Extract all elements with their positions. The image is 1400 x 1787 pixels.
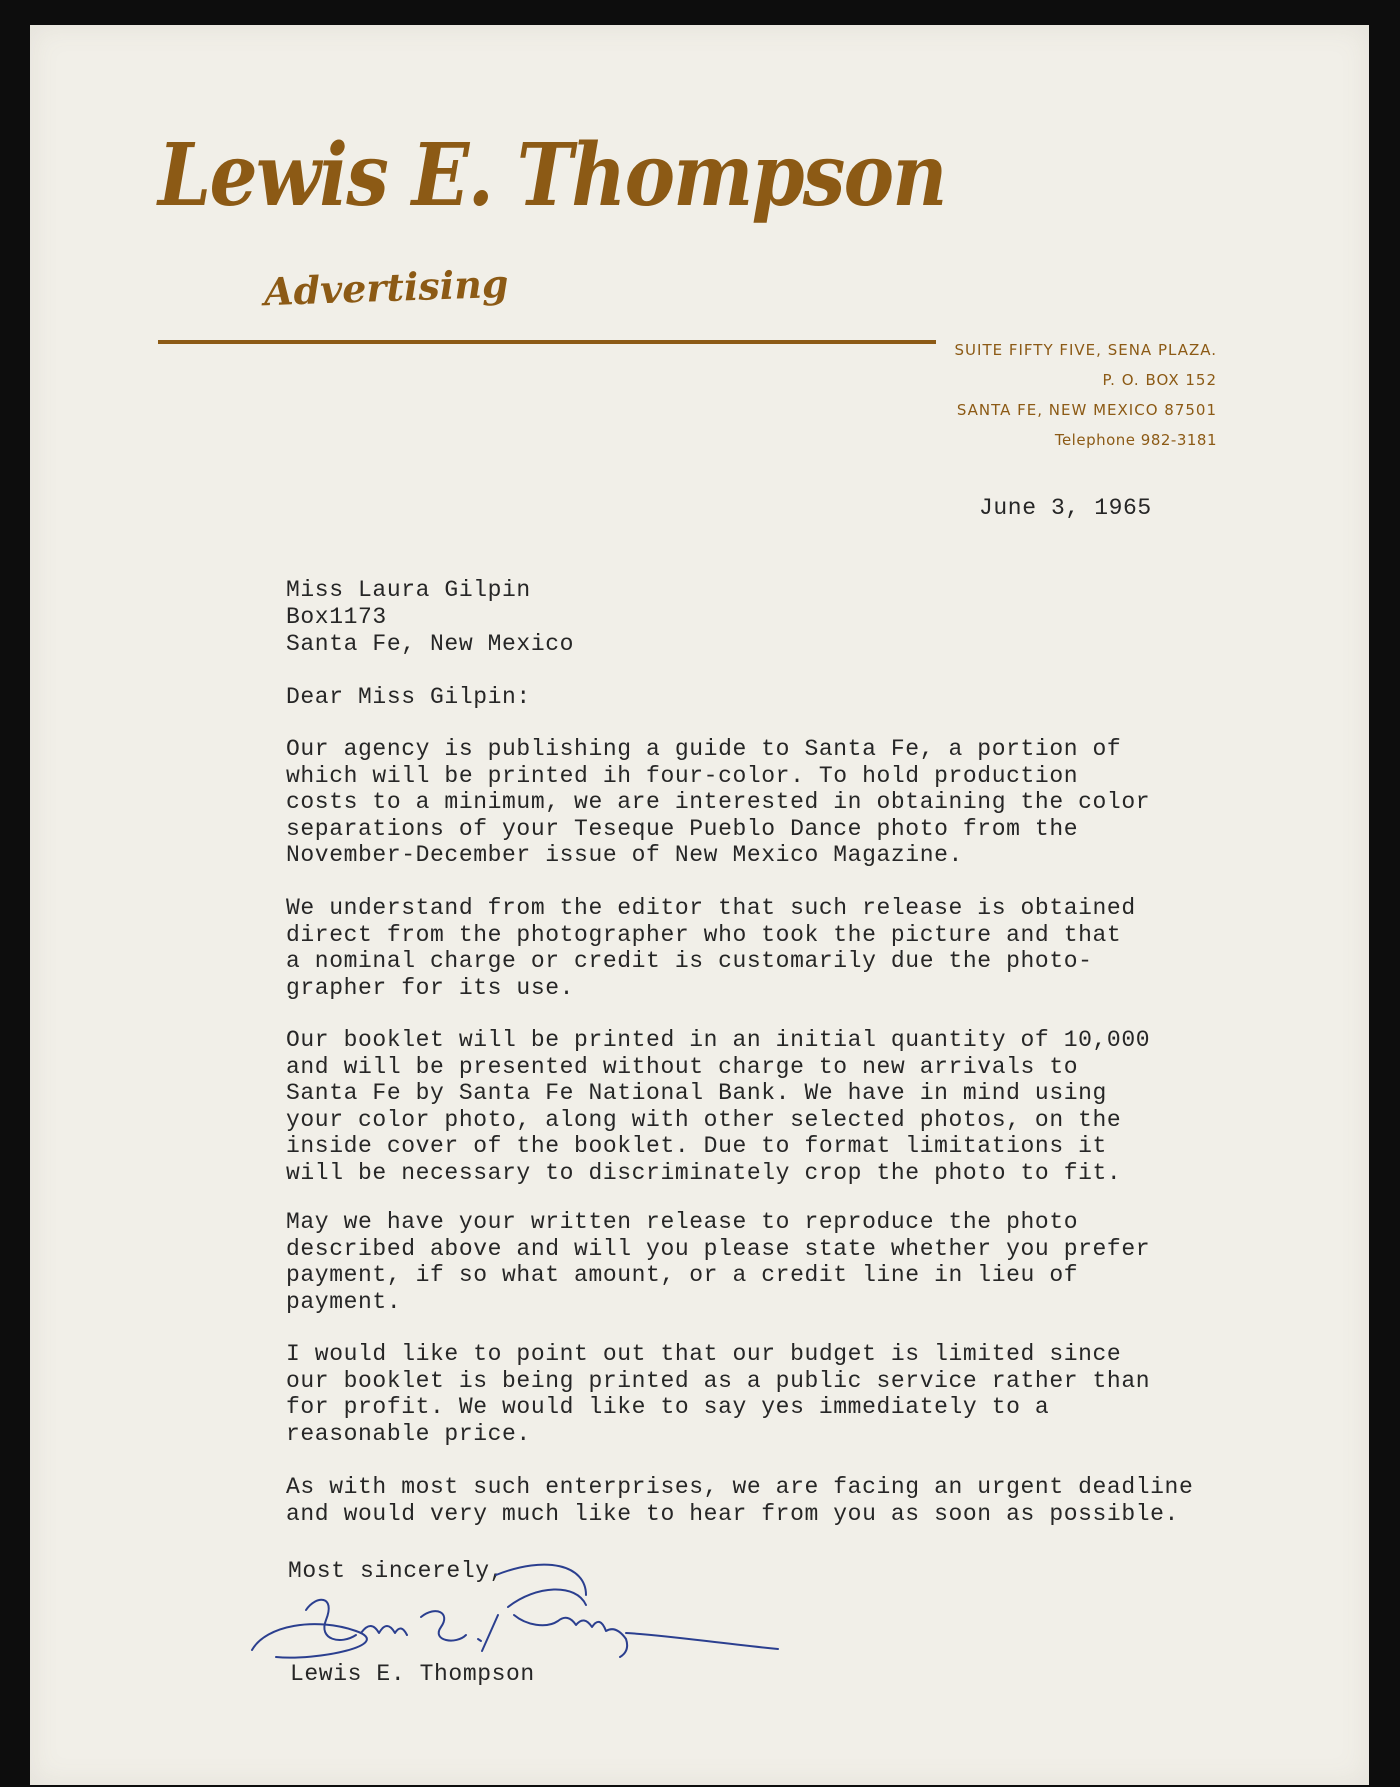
- body-line: separations of your Teseque Pueblo Dance photo from the: [286, 815, 1079, 842]
- body-line: which will be printed ih four-color. To hold production: [286, 762, 1079, 789]
- body-line: a nominal charge or credit is customarily due the photo-: [286, 948, 1093, 974]
- body-line: our booklet is being printed as a public service rather than: [286, 1367, 1151, 1394]
- body-paragraph: [286, 1209, 1150, 1315]
- body-paragraph: [286, 1341, 1150, 1447]
- body-line: We understand from the editor that such release is obtained: [286, 895, 1136, 921]
- body-line: As with most such enterprises, we are facing an urgent deadline: [286, 1474, 1194, 1500]
- body-line: described above and will you please state whether you prefer: [286, 1235, 1151, 1262]
- body-line: payment.: [286, 1288, 402, 1315]
- recipient-line: Miss Laura Gilpin: [286, 577, 531, 603]
- address-line: SUITE FIFTY FIVE, SENA PLAZA.: [954, 341, 1217, 359]
- address-telephone: Telephone 982-3181: [1054, 431, 1217, 449]
- body-line: payment, if so what amount, or a credit line in lieu of: [286, 1262, 1079, 1288]
- salutation: Dear Miss Gilpin:: [286, 684, 531, 710]
- letter-page: [30, 25, 1369, 1785]
- body-line: costs to a minimum, we are interested in obtaining the color: [286, 789, 1151, 815]
- body-line: May we have your written release to reproduce the photo: [286, 1209, 1079, 1235]
- body-paragraph: [286, 1027, 1150, 1186]
- body-line: Santa Fe by Santa Fe National Bank. We have in mind using: [286, 1080, 1107, 1106]
- body-paragraph: [286, 895, 1136, 1001]
- body-line: direct from the photographer who took the picture and that: [286, 921, 1122, 948]
- signer-name: Lewis E. Thompson: [290, 1661, 535, 1687]
- body-line: Our booklet will be printed in an initial quantity of 10,000: [286, 1027, 1151, 1053]
- closing: Most sincerely,: [288, 1558, 505, 1584]
- letterhead-rule: [158, 340, 936, 344]
- handwritten-signature: [246, 1555, 786, 1665]
- body-line: Our agency is publishing a guide to Santa Fe, a portion of: [286, 736, 1122, 762]
- body-paragraph: [286, 736, 1150, 869]
- body-line: reasonable price.: [286, 1420, 531, 1447]
- body-line: your color photo, along with other selected photos, on the: [286, 1106, 1122, 1133]
- body-line: I would like to point out that our budget is limited since: [286, 1341, 1122, 1367]
- body-line: and will be presented without charge to new arrivals to: [286, 1053, 1079, 1080]
- recipient-line: Box1173: [286, 604, 387, 630]
- letter-date: June 3, 1965: [979, 495, 1152, 521]
- body-paragraph: [286, 1474, 1193, 1527]
- recipient-address: [286, 577, 574, 658]
- letterhead-address: [955, 335, 1217, 455]
- logo-subtitle: Advertising: [263, 260, 510, 315]
- body-line: will be necessary to discriminately crop the photo to fit.: [286, 1159, 1122, 1186]
- body-line: for profit. We would like to say yes immediately to a: [286, 1394, 1050, 1420]
- body-line: November-December issue of New Mexico Magazine.: [286, 842, 963, 868]
- body-line: inside cover of the booklet. Due to format limitations it: [286, 1133, 1107, 1159]
- logo-name: Lewis E. Thompson: [158, 125, 946, 226]
- recipient-line: Santa Fe, New Mexico: [286, 631, 575, 657]
- address-line: P. O. BOX 152: [1102, 371, 1217, 389]
- address-line: SANTA FE, NEW MEXICO 87501: [956, 401, 1217, 419]
- body-line: and would very much like to hear from you as soon as possible.: [286, 1500, 1179, 1527]
- body-line: grapher for its use.: [286, 974, 575, 1001]
